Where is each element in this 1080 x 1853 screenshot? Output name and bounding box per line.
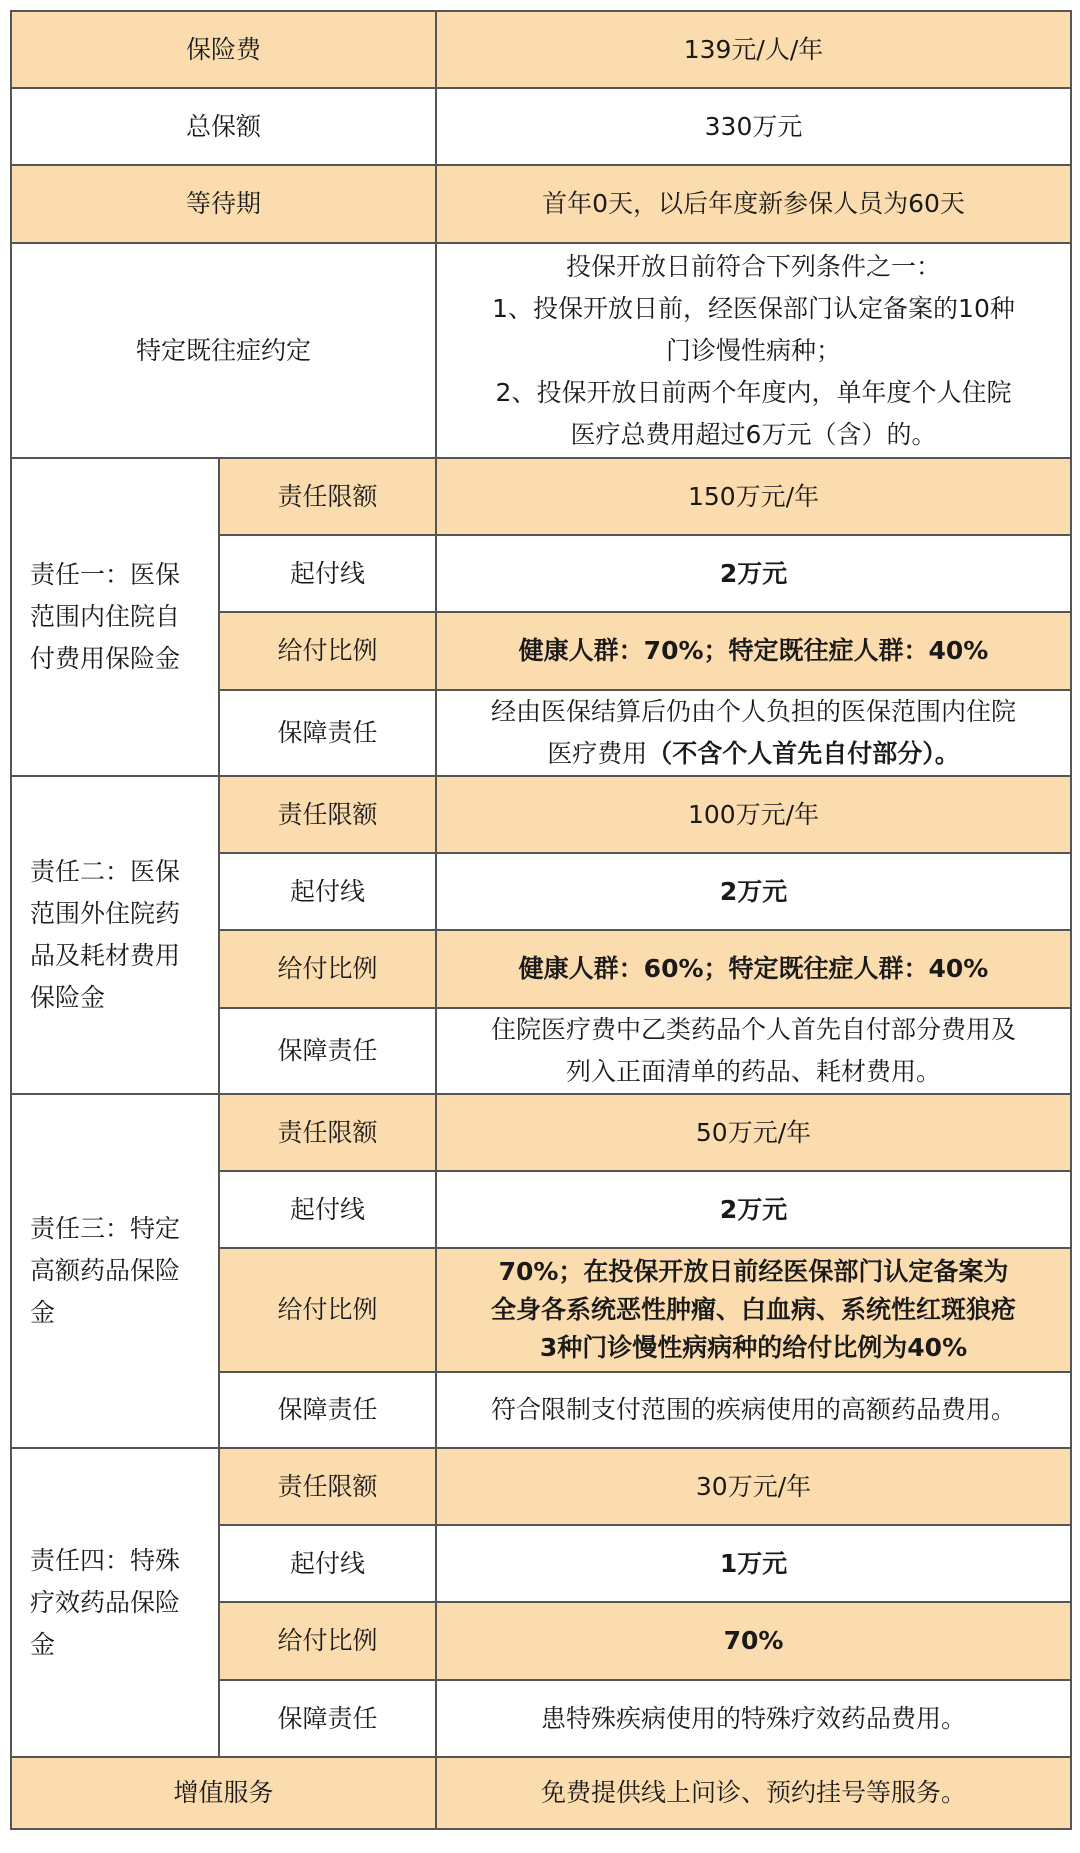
r1-name-line: 责任一：医保: [30, 560, 181, 589]
premium-label: 保险费: [11, 11, 436, 88]
r2-limit-label: 责任限额: [219, 776, 436, 853]
r3-name: [11, 1094, 219, 1448]
r3-limit-value: 50万元/年: [436, 1094, 1071, 1171]
r4-name-line: 疗效药品保险: [30, 1587, 181, 1617]
r3-deductible-value: 2万元: [436, 1171, 1071, 1248]
r3-coverage-value: 符合限制支付范围的疾病使用的高额药品费用。: [436, 1372, 1071, 1448]
preexisting-line: 2、投保开放日前两个年度内，单年度个人住院: [495, 377, 1012, 407]
r2-name-line: 品及耗材费用: [30, 941, 181, 970]
r2-name-line: 保险金: [30, 983, 106, 1012]
r1-limit-value: 150万元/年: [436, 458, 1071, 535]
r1-name-line: 付费用保险金: [30, 644, 181, 673]
r4-ratio-value: 70%: [436, 1602, 1071, 1680]
r2-limit-value: 100万元/年: [436, 776, 1071, 853]
waiting-value: 首年0天，以后年度新参保人员为60天: [436, 165, 1071, 243]
r2-limit-row: [11, 776, 1071, 853]
r4-limit-value: 30万元/年: [436, 1448, 1071, 1525]
r4-name-line: 金: [30, 1629, 56, 1659]
r1-coverage-value: [436, 690, 1071, 776]
r3-limit-label: 责任限额: [219, 1094, 436, 1171]
r1-deductible-value: 2万元: [436, 535, 1071, 612]
r1-deductible-label: 起付线: [219, 535, 436, 612]
r4-limit-row: [11, 1448, 1071, 1525]
r4-limit-label: 责任限额: [219, 1448, 436, 1525]
r1-coverage-line: 经由医保结算后仍由个人负担的医保范围内住院: [491, 697, 1017, 726]
r1-ratio-label: 给付比例: [219, 612, 436, 690]
r3-ratio-line: 全身各系统恶性肿瘤、白血病、系统性红斑狼疮: [491, 1295, 1017, 1324]
r2-coverage-value: [436, 1008, 1071, 1094]
r2-deductible-value: 2万元: [436, 853, 1071, 930]
preexisting-line: 投保开放日前符合下列条件之一：: [566, 251, 942, 281]
r4-deductible-value: 1万元: [436, 1525, 1071, 1602]
r4-deductible-label: 起付线: [219, 1525, 436, 1602]
r3-deductible-label: 起付线: [219, 1171, 436, 1248]
r2-ratio-value: 健康人群：60%；特定既往症人群：40%: [436, 930, 1071, 1008]
r2-coverage-label: 保障责任: [219, 1008, 436, 1094]
total-value: 330万元: [436, 88, 1071, 165]
r1-coverage-bold: （不含个人首先自付部分）。: [647, 739, 960, 768]
r2-coverage-line: 住院医疗费中乙类药品个人首先自付部分费用及: [491, 1015, 1017, 1044]
r3-ratio-line: 3种门诊慢性病病种的给付比例为40%: [539, 1333, 968, 1362]
preexisting-line: 医疗总费用超过6万元（含）的。: [570, 419, 937, 449]
r2-name: [11, 776, 219, 1094]
r4-coverage-value: 患特殊疾病使用的特殊疗效药品费用。: [436, 1680, 1071, 1757]
preexisting-line: 门诊慢性病种；: [666, 335, 842, 365]
r3-ratio-value: [436, 1248, 1071, 1372]
r4-name: [11, 1448, 219, 1757]
waiting-label: 等待期: [11, 165, 436, 243]
r1-name-line: 范围内住院自: [30, 602, 181, 631]
service-value: 免费提供线上问诊、预约挂号等服务。: [436, 1757, 1071, 1829]
r2-deductible-label: 起付线: [219, 853, 436, 930]
r3-name-line: 金: [30, 1298, 56, 1327]
total-label: 总保额: [11, 88, 436, 165]
r1-limit-label: 责任限额: [219, 458, 436, 535]
r2-coverage-line: 列入正面清单的药品、耗材费用。: [566, 1057, 942, 1086]
r1-coverage-line: [441, 733, 1066, 775]
r3-coverage-label: 保障责任: [219, 1372, 436, 1448]
r4-coverage-label: 保障责任: [219, 1680, 436, 1757]
r1-name: [11, 458, 219, 776]
r2-name-line: 责任二：医保: [30, 857, 181, 886]
r2-name-line: 范围外住院药: [30, 899, 181, 928]
service-row: [11, 1757, 1071, 1829]
premium-row: [11, 11, 1071, 88]
preexisting-row: [11, 243, 1071, 458]
preexisting-line: 1、投保开放日前，经医保部门认定备案的10种: [492, 293, 1015, 323]
r3-ratio-line: 70%；在投保开放日前经医保部门认定备案为: [498, 1257, 1009, 1286]
r3-name-line: 责任三：特定: [30, 1214, 181, 1243]
r3-name-line: 高额药品保险: [30, 1256, 181, 1285]
r3-ratio-label: 给付比例: [219, 1248, 436, 1372]
r1-ratio-value: 健康人群：70%；特定既往症人群：40%: [436, 612, 1071, 690]
r2-ratio-label: 给付比例: [219, 930, 436, 1008]
r3-limit-row: [11, 1094, 1071, 1171]
r1-coverage-label: 保障责任: [219, 690, 436, 776]
r4-name-line: 责任四：特殊: [30, 1545, 181, 1575]
preexisting-label: 特定既往症约定: [11, 243, 436, 458]
preexisting-value: [436, 243, 1071, 458]
insurance-plan-table: [10, 10, 1072, 1830]
premium-value: 139元/人/年: [436, 11, 1071, 88]
service-label: 增值服务: [11, 1757, 436, 1829]
r1-limit-row: [11, 458, 1071, 535]
r1-coverage-text: 医疗费用: [547, 739, 648, 768]
waiting-row: [11, 165, 1071, 243]
total-row: [11, 88, 1071, 165]
r4-ratio-label: 给付比例: [219, 1602, 436, 1680]
